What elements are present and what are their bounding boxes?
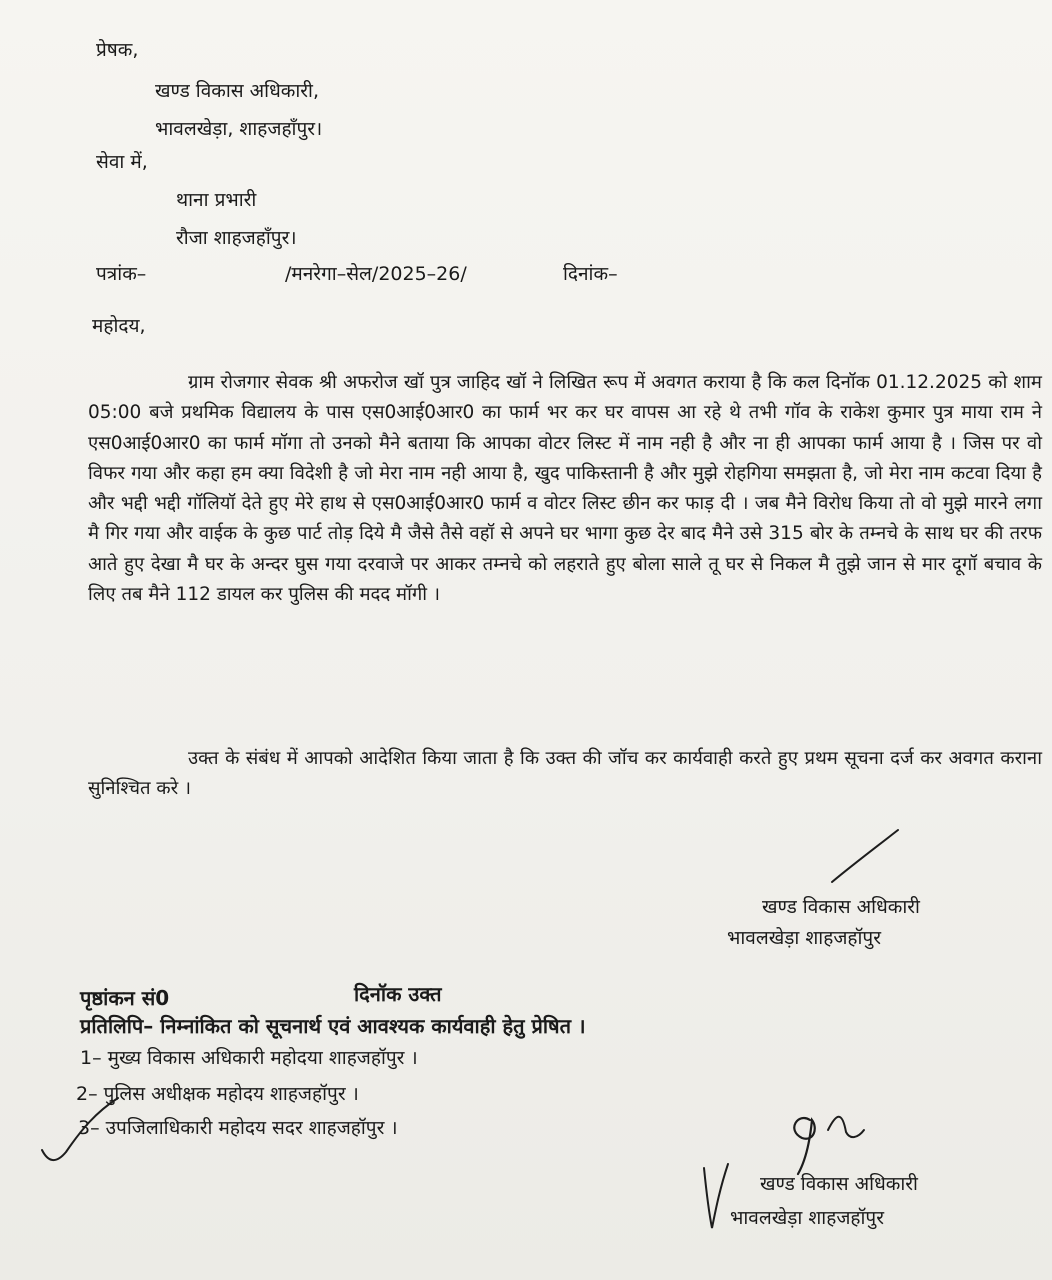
signature-2-location: भावलखेड़ा शाहजहॉपुर bbox=[730, 1207, 884, 1229]
sender-designation: खण्ड विकास अधिकारी, bbox=[155, 80, 320, 102]
endorsement-number: पृष्ठांकन सं0 bbox=[80, 986, 170, 1010]
body-paragraph-2: उक्त के संबंध में आपको आदेशित किया जाता है कि उक्त की जॉच कर कार्यवाही करते हुए प्रथम सूचना दर्ज कर अवगत कराना सुनिश्चित करे । bbox=[88, 748, 1042, 800]
endorsement-item-1: 1– मुख्य विकास अधिकारी महोदया शाहजहॉपुर । bbox=[80, 1047, 418, 1069]
handwritten-initials bbox=[780, 1100, 870, 1180]
signature-stroke bbox=[826, 826, 906, 886]
endorsement-date: दिनॉक उक्त bbox=[354, 982, 442, 1006]
signature-designation: खण्ड विकास अधिकारी bbox=[762, 896, 920, 918]
sender-location: भावलखेड़ा, शाहजहाँपुर। bbox=[155, 118, 323, 140]
recipient-label: सेवा में, bbox=[96, 151, 148, 173]
signature-location: भावलखेड़ा शाहजहॉपुर bbox=[727, 927, 881, 949]
recipient-location: रौजा शाहजहाँपुर। bbox=[176, 227, 297, 249]
handwritten-tick bbox=[36, 1090, 126, 1170]
endorsement-copy-line: प्रतिलिपि– निम्नांकित को सूचनार्थ एवं आवश्यक कार्यवाही हेतु प्रेषित । bbox=[80, 1014, 586, 1038]
sender-label: प्रेषक, bbox=[96, 39, 139, 61]
signature-2-designation: खण्ड विकास अधिकारी bbox=[760, 1173, 918, 1195]
reference-code: /मनरेगा–सेल/2025–26/ bbox=[285, 263, 467, 285]
endorsement-item-2: 2– पुलिस अधीक्षक महोदय शाहजहॉपुर । bbox=[76, 1083, 359, 1105]
endorsement-item-3: 3– उपजिलाधिकारी महोदय सदर शाहजहॉपुर । bbox=[78, 1117, 398, 1139]
reference-patrank: पत्रांक– bbox=[96, 263, 147, 285]
reference-dinank: दिनांक– bbox=[563, 263, 618, 285]
recipient-designation: थाना प्रभारी bbox=[176, 189, 257, 211]
body-paragraph-1: ग्राम रोजगार सेवक श्री अफरोज खॉ पुत्र जाहिद खॉ ने लिखित रूप में अवगत कराया है कि कल दिनॉक 01.12.2025 को शाम 05:00 बजे प्रथमिक विद्यालय के पास एस0आई0आर0 का फार्म भर कर घर वापस आ रहे थे तभी गॉव के राकेश कुमार पुत्र माया राम ने एस0आई0आर0 का फार्म मॉगा तो उनको मैने बताया कि आपका वोटर लिस्ट में नाम नही है और ना ही आपका फार्म आया है । जिस पर वो विफर गया और कहा हम क्या विदेशी है जो मेरा नाम नही आया है, खुद पाकिस्तानी है और मुझे रोहगिया समझता है, जो मेरा नाम कटवा दिया है और भद्दी भद्दी गॉलियॉ देते हुए मेरे हाथ से एस0आई0आर0 फार्म व वोटर लिस्ट छीन कर फाड़ दी । जब मैने विरोध किया तो वो मुझे मारने लगा मै गिर गया और वाईक के कुछ पार्ट तोड़ दिये मै जैसे तैसे वहॉ से अपने घर भागा कुछ देर बाद मैने उसे 315 बोर के तम्नचे के साथ घर की तरफ आते हुए देखा मै घर के अन्दर घुस गया दरवाजे पर आकर तम्नचे को लहराते हुए बोला साले तू घर से निकल मै तुझे जान से मार दूगॉ बचाव के लिए तब मैने 112 डायल कर पुलिस की मदद मॉगी । bbox=[88, 372, 1042, 606]
salutation: महोदय, bbox=[92, 315, 146, 337]
